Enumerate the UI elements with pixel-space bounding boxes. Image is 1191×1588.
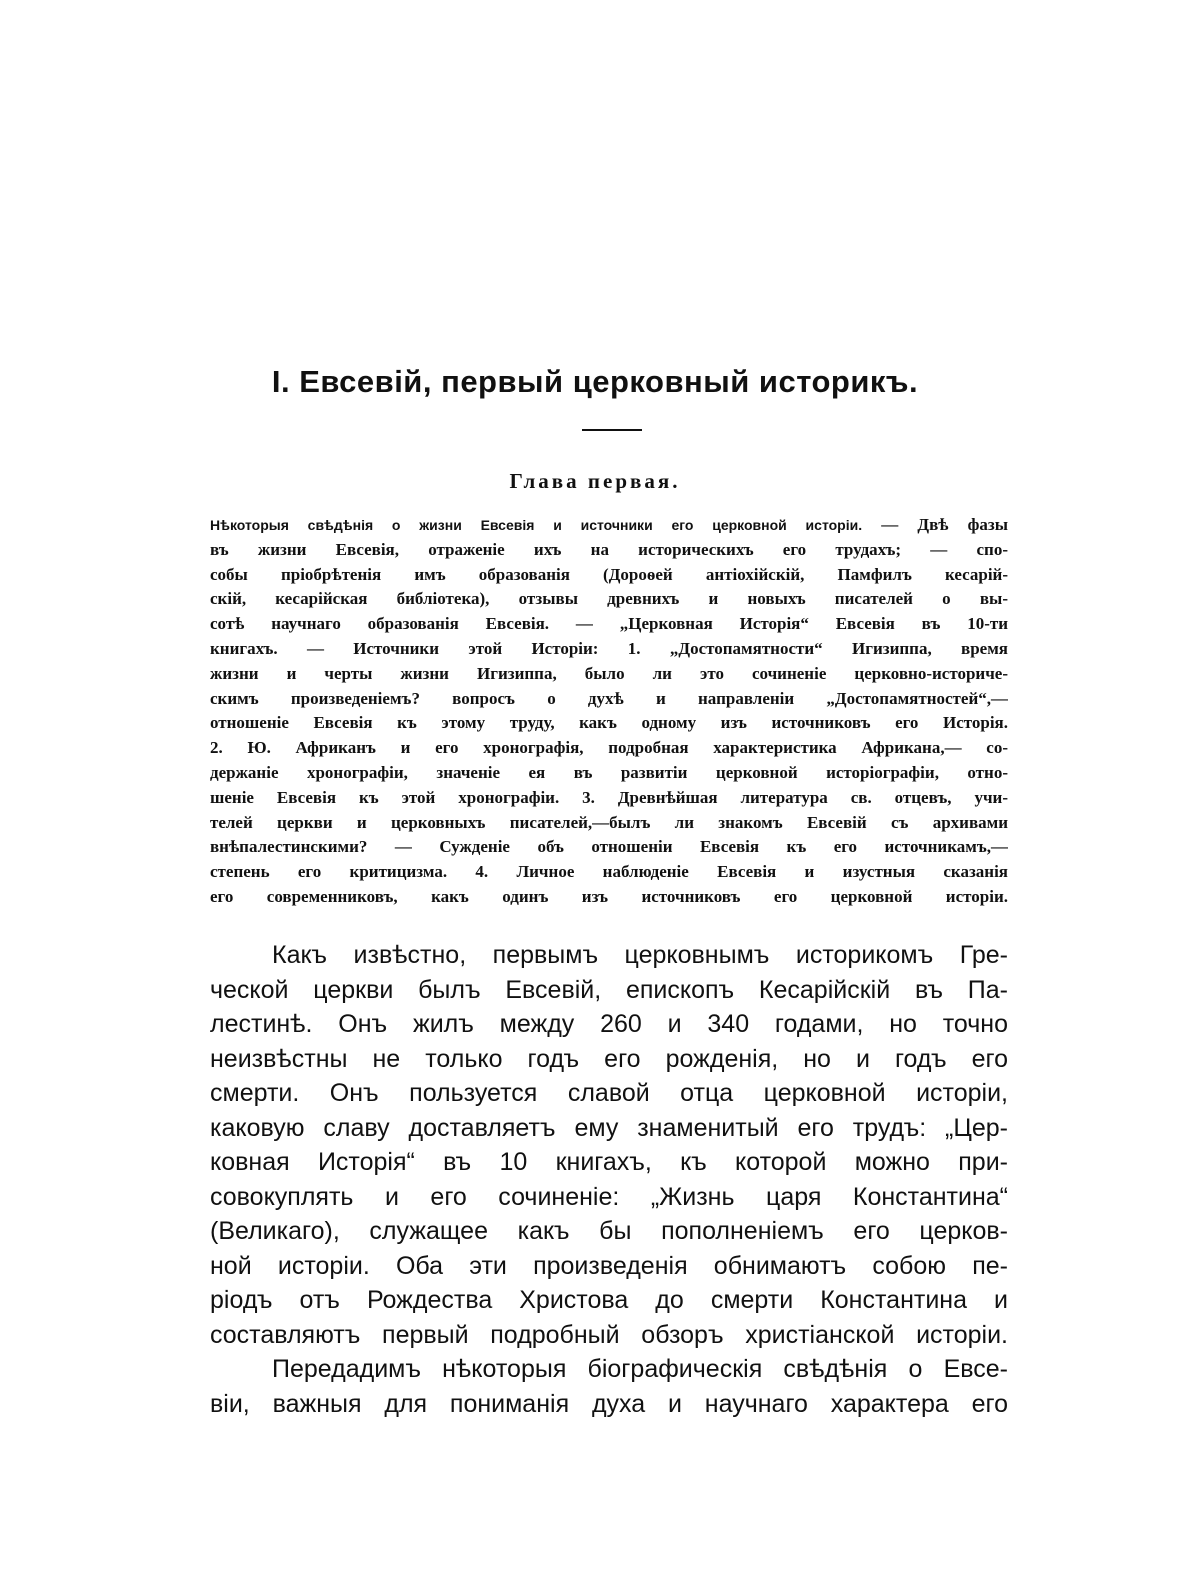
summary-line: 2. Ю. Африканъ и его хронографія, подробная характеристика Африкана,— со- (210, 738, 1008, 758)
body-line: неизвѣстны не только годъ его рожденія, но и годъ его (210, 1044, 1008, 1073)
summary-line: телей церкви и церковныхъ писателей,—былъ ли знакомъ Евсевій съ архивами (210, 812, 1008, 832)
title-divider (582, 429, 642, 431)
summary-line: степень его критицизма. 4. Личное наблюденіе Евсевія и изустныя сказанія (210, 862, 1008, 882)
summary-line-text: — Двѣ фазы (862, 515, 1008, 534)
summary-line: шеніе Евсевія къ этой хронографіи. 3. Древнѣйшая литература св. отцевъ, учи- (210, 787, 1008, 807)
summary-line: въ жизни Евсевія, отраженіе ихъ на историческихъ его трудахъ; — спо- (210, 539, 1008, 559)
summary-line: жизни и черты жизни Игизиппа, было ли это сочиненіе церковно-историче- (210, 663, 1008, 683)
body-line: віи, важныя для пониманія духа и научнаго характера его (210, 1389, 1008, 1418)
body-line: лестинѣ. Онъ жилъ между 260 и 340 годами, но точно (210, 1010, 1008, 1038)
body-line: ріодъ отъ Рождества Христова до смерти Константина и (210, 1286, 1008, 1314)
summary-line: скимъ произведеніемъ? вопросъ о духѣ и направленіи „Достопамятностей“,— (210, 688, 1008, 708)
summary-line: скій, кесарійская библіотека), отзывы древнихъ и новыхъ писателей о вы- (210, 589, 1008, 609)
summary-line: внѣпалестинскими? — Сужденіе объ отношеніи Евсевія къ его источникамъ,— (210, 837, 1008, 857)
summary-line: его современниковъ, какъ одинъ изъ источниковъ его церковной исторіи. (210, 886, 1008, 906)
summary-line (210, 513, 1008, 538)
chapter-summary (210, 513, 1008, 910)
summary-line: книгахъ. — Источники этой Исторіи: 1. „Достопамятности“ Игизиппа, время (210, 638, 1008, 658)
body-line: составляютъ первый подробный обзоръ христіанской исторіи. (210, 1320, 1008, 1349)
summary-line: держаніе хронографіи, значеніе ея въ развитіи церковной исторіографіи, отно- (210, 762, 1008, 782)
chapter-heading: Глава первая. (509, 469, 681, 493)
body-line: (Великаго), служащее какъ бы пополненіемъ его церков- (210, 1217, 1008, 1245)
body-line: ной исторіи. Оба эти произведенія обнимаютъ собою пе- (210, 1251, 1008, 1280)
body-line: ческой церкви былъ Евсевій, епископъ Кесарійскій въ Па- (210, 975, 1008, 1004)
summary-line: сотѣ научнаго образованія Евсевія. — „Церковная Исторія“ Евсевія въ 10-ти (210, 614, 1008, 634)
body-line: смерти. Онъ пользуется славой отца церковной исторіи, (210, 1079, 1008, 1107)
body-line: Передадимъ нѣкоторыя біографическія свѣдѣнія о Евсе- (272, 1355, 1008, 1383)
summary-lead: Нѣкоторыя свѣдѣнія о жизни Евсевія и источники его церковной исторіи. (210, 517, 863, 533)
summary-line: отношеніе Евсевія къ этому труду, какъ одному изъ источниковъ его Исторія. (210, 713, 1008, 733)
body-line: совокуплять и его сочиненіе: „Жизнь царя Константина“ (210, 1182, 1008, 1211)
main-text (210, 938, 1008, 1421)
summary-line: собы пріобрѣтенія имъ образованія (Дороѳей антіохійскій, Памфилъ кесарій- (210, 564, 1008, 584)
body-line: каковую славу доставляетъ ему знаменитый его трудъ: „Цер- (210, 1113, 1008, 1142)
body-line: ковная Исторія“ въ 10 книгахъ, къ которой можно при- (210, 1148, 1008, 1176)
body-line: Какъ извѣстно, первымъ церковнымъ историкомъ Гре- (272, 941, 1008, 969)
page-title: I. Евсевій, первый церковный историкъ. (271, 364, 919, 399)
